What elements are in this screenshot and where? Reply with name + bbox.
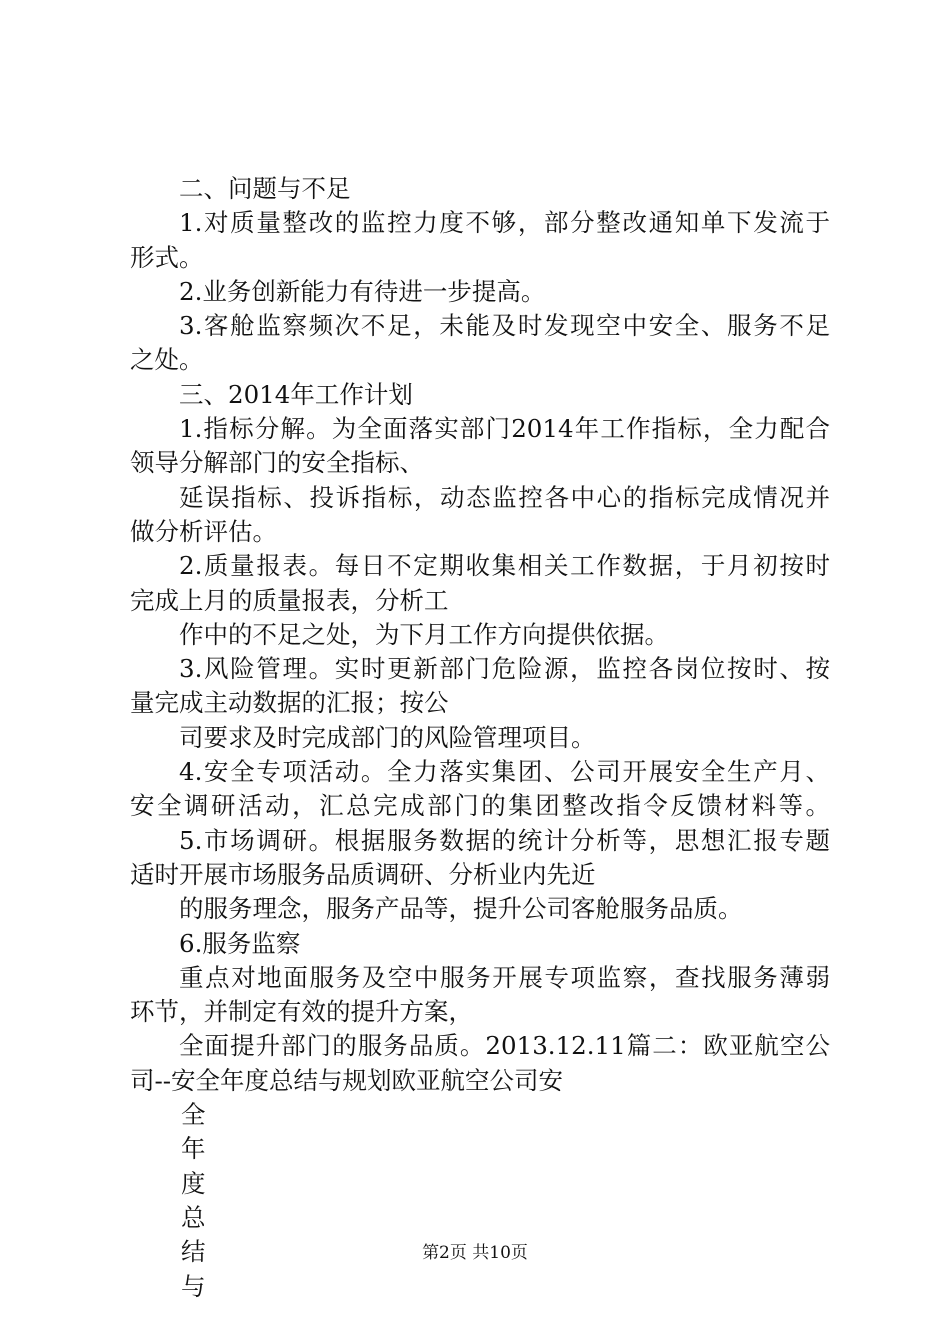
paragraph-line: 全面提升部门的服务品质。2013.12.11篇二：欧亚航空公 xyxy=(179,1031,830,1061)
paragraph-line: 1.对质量整改的监控力度不够，部分整改通知单下发流于 xyxy=(179,208,830,238)
paragraph-line: 2.业务创新能力有待进一步提高。 xyxy=(179,276,546,306)
vertical-char: 全 xyxy=(181,1100,206,1130)
paragraph-line: 重点对地面服务及空中服务开展专项监察，查找服务薄弱 xyxy=(179,962,830,992)
vertical-char: 结 xyxy=(181,1237,206,1267)
page-footer: 第2页 共10页 xyxy=(422,1243,528,1263)
paragraph-line: 的服务理念，服务产品等，提升公司客舱服务品质。 xyxy=(179,894,743,924)
paragraph-line: 之处。 xyxy=(130,345,204,375)
paragraph-line: 完成上月的质量报表，分析工 xyxy=(130,585,449,615)
paragraph-line: 4.安全专项活动。全力落实集团、公司开展安全生产月、 xyxy=(179,757,830,787)
paragraph-line: 6.服务监察 xyxy=(179,928,301,958)
paragraph-line: 二、问题与不足 xyxy=(179,174,351,203)
paragraph-line: 延误指标、投诉指标，动态监控各中心的指标完成情况并 xyxy=(179,482,830,512)
paragraph-line: 环节，并制定有效的提升方案， xyxy=(130,997,473,1027)
vertical-char: 与 xyxy=(181,1271,206,1301)
paragraph-line: 形式。 xyxy=(130,242,204,272)
paragraph-line: 司要求及时完成部门的风险管理项目。 xyxy=(179,722,596,752)
paragraph-line: 适时开展市场服务品质调研、分析业内先近 xyxy=(130,859,596,889)
document-body xyxy=(130,172,830,1304)
paragraph-line: 司--安全年度总结与规划欧亚航空公司安 xyxy=(130,1065,564,1095)
paragraph-line: 3.风险管理。实时更新部门危险源，监控各岗位按时、按 xyxy=(179,654,830,684)
paragraph-line: 安全调研活动，汇总完成部门的集团整改指令反馈材料等。 xyxy=(130,791,830,821)
vertical-char: 总 xyxy=(181,1202,206,1232)
vertical-char: 度 xyxy=(181,1168,206,1198)
paragraph-line: 领导分解部门的安全指标、 xyxy=(130,448,424,478)
vertical-char: 年 xyxy=(181,1134,206,1164)
paragraph-line: 三、2014年工作计划 xyxy=(179,379,413,409)
paragraph-line: 量完成主动数据的汇报；按公 xyxy=(130,688,449,718)
paragraph-line: 3.客舱监察频次不足，未能及时发现空中安全、服务不足 xyxy=(179,311,830,341)
paragraph-line: 5.市场调研。根据服务数据的统计分析等，思想汇报专题 xyxy=(179,825,830,855)
paragraph-line: 做分析评估。 xyxy=(130,516,277,546)
paragraph-line: 1.指标分解。为全面落实部门2014年工作指标，全力配合 xyxy=(179,414,830,444)
paragraph-line: 作中的不足之处，为下月工作方向提供依据。 xyxy=(179,619,669,649)
paragraph-line: 2.质量报表。每日不定期收集相关工作数据，于月初按时 xyxy=(179,551,830,581)
